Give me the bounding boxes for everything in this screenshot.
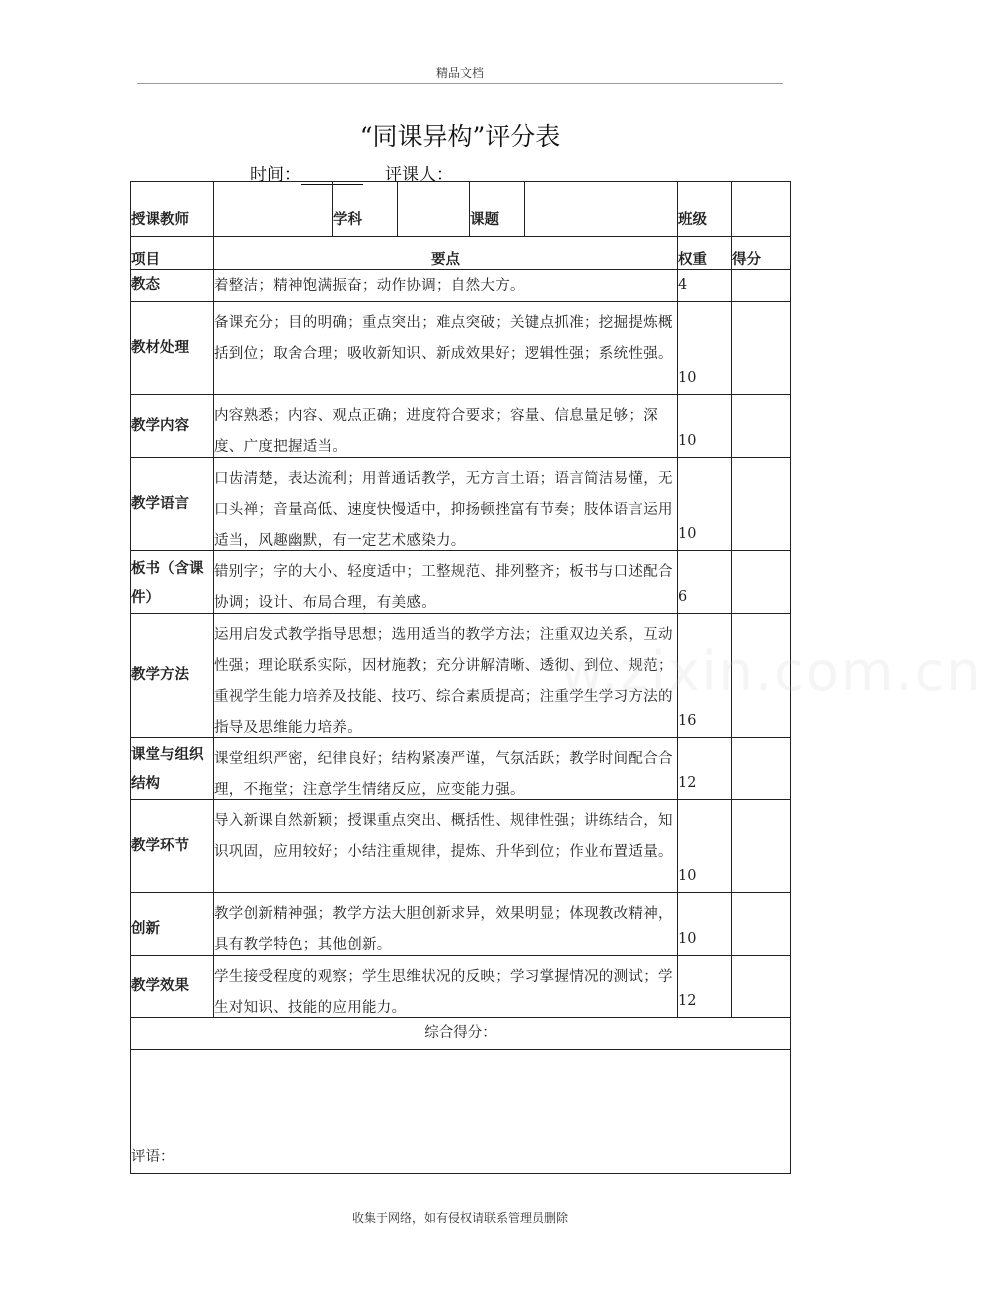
row-item: 创新 <box>131 893 214 956</box>
row-points <box>214 302 678 395</box>
row-points-text: 内容熟悉；内容、观点正确；进度符合要求；容量、信息量足够；深度、广度把握适当。 <box>214 408 658 455</box>
info-row <box>131 182 791 237</box>
row-item: 教学内容 <box>131 395 214 458</box>
row-points-text: 着整洁；精神饱满振奋；动作协调；自然大方。 <box>214 278 525 294</box>
row-points-text: 口齿清楚，表达流利；用普通话教学，无方言土语；语言简洁易懂，无口头禅；音量高低、速度快慢适中，抑扬顿挫富有节奏；肢体语言运用适当，风趣幽默，有一定艺术感染力。 <box>214 471 673 549</box>
row-points <box>214 395 678 458</box>
row-points-text: 教学创新精神强；教学方法大胆创新求异，效果明显；体现教改精神，具有教学特色；其他创新。 <box>214 906 673 953</box>
table-row <box>131 800 791 893</box>
row-weight: 4 <box>678 270 732 302</box>
row-weight: 10 <box>678 302 732 395</box>
row-points <box>214 800 678 893</box>
row-weight: 10 <box>678 395 732 458</box>
row-item: 教学环节 <box>131 800 214 893</box>
row-points-text: 导入新课自然新颖；授课重点突出、概括性、规律性强；讲练结合，知识巩固，应用较好；小结注重规律，提炼、升华到位；作业布置适量。 <box>214 813 673 860</box>
column-header-row <box>131 237 791 270</box>
page-footer: 收集于网络，如有侵权请联系管理员删除 <box>351 1211 568 1225</box>
row-points-text: 错别字；字的大小、轻度适中；工整规范、排列整齐；板书与口述配合协调；设计、布局合理，有美感。 <box>214 564 673 611</box>
subject-value[interactable] <box>398 182 470 237</box>
row-item: 板书（含课件） <box>131 551 214 614</box>
reviewer-label: 评课人： <box>385 165 453 185</box>
topic-value[interactable] <box>525 182 678 237</box>
row-score[interactable] <box>732 395 791 458</box>
row-points-text: 运用启发式教学指导思想；选用适当的教学方法；注重双边关系，互动性强；理论联系实际，因材施教；充分讲解清晰、透彻、到位、规范；重视学生能力培养及技能、技巧、综合素质提高；注重学生学习方法的指导及思维能力培养。 <box>214 627 673 736</box>
table-row <box>131 551 791 614</box>
subject-label: 学科 <box>333 182 398 237</box>
row-weight: 16 <box>678 614 732 738</box>
row-weight: 12 <box>678 956 732 1018</box>
row-item: 教材处理 <box>131 302 214 395</box>
comment-row <box>131 1050 791 1174</box>
row-points <box>214 270 678 302</box>
watermark: w.zixin.com.cn <box>560 640 982 703</box>
row-score[interactable] <box>732 893 791 956</box>
row-points <box>214 738 678 800</box>
table-row <box>131 302 791 395</box>
header-divider <box>137 83 783 84</box>
comment-label: 评语： <box>131 1149 175 1165</box>
row-score[interactable] <box>732 614 791 738</box>
table-row <box>131 458 791 551</box>
row-weight: 6 <box>678 551 732 614</box>
row-points-text: 课堂组织严密，纪律良好；结构紧凑严谨，气氛活跃；教学时间配合合理，不拖堂；注意学生情绪反应，应变能力强。 <box>214 751 673 798</box>
table-row <box>131 614 791 738</box>
row-score[interactable] <box>732 956 791 1018</box>
row-points <box>214 458 678 551</box>
col-header-item: 项目 <box>131 237 214 270</box>
page-title: “同课异构”评分表 <box>359 122 561 151</box>
row-item: 教学方法 <box>131 614 214 738</box>
col-header-weight: 权重 <box>678 237 732 270</box>
time-label: 时间： <box>250 165 301 185</box>
table-row <box>131 270 791 302</box>
row-score[interactable] <box>732 458 791 551</box>
score-table <box>130 181 791 1174</box>
row-points <box>214 614 678 738</box>
row-item: 教态 <box>131 270 214 302</box>
row-points-text: 备课充分；目的明确；重点突出；难点突破；关键点抓准；挖掘提炼概括到位；取舍合理；吸收新知识、新成效果好；逻辑性强；系统性强。 <box>214 315 673 362</box>
table-row <box>131 893 791 956</box>
teacher-label: 授课教师 <box>131 182 214 237</box>
row-weight: 10 <box>678 800 732 893</box>
table-row <box>131 956 791 1018</box>
class-label: 班级 <box>678 182 732 237</box>
row-score[interactable] <box>732 800 791 893</box>
row-weight: 10 <box>678 893 732 956</box>
teacher-value[interactable] <box>214 182 333 237</box>
comment-field[interactable] <box>131 1050 791 1174</box>
row-points <box>214 956 678 1018</box>
row-item: 教学语言 <box>131 458 214 551</box>
row-item: 课堂与组织结构 <box>131 738 214 800</box>
row-points-text: 学生接受程度的观察；学生思维状况的反映；学习掌握情况的测试；学生对知识、技能的应用能力。 <box>214 969 673 1016</box>
table-row <box>131 395 791 458</box>
row-points <box>214 551 678 614</box>
total-score-label: 综合得分： <box>131 1018 791 1050</box>
col-header-score: 得分 <box>732 237 791 270</box>
class-value[interactable] <box>732 182 791 237</box>
row-score[interactable] <box>732 551 791 614</box>
row-score[interactable] <box>732 302 791 395</box>
col-header-points: 要点 <box>214 237 678 270</box>
topic-label: 课题 <box>470 182 525 237</box>
row-weight: 10 <box>678 458 732 551</box>
row-weight: 12 <box>678 738 732 800</box>
row-item: 教学效果 <box>131 956 214 1018</box>
row-score[interactable] <box>732 270 791 302</box>
page-header: 精品文档 <box>435 66 484 80</box>
row-score[interactable] <box>732 738 791 800</box>
row-points <box>214 893 678 956</box>
table-row <box>131 738 791 800</box>
